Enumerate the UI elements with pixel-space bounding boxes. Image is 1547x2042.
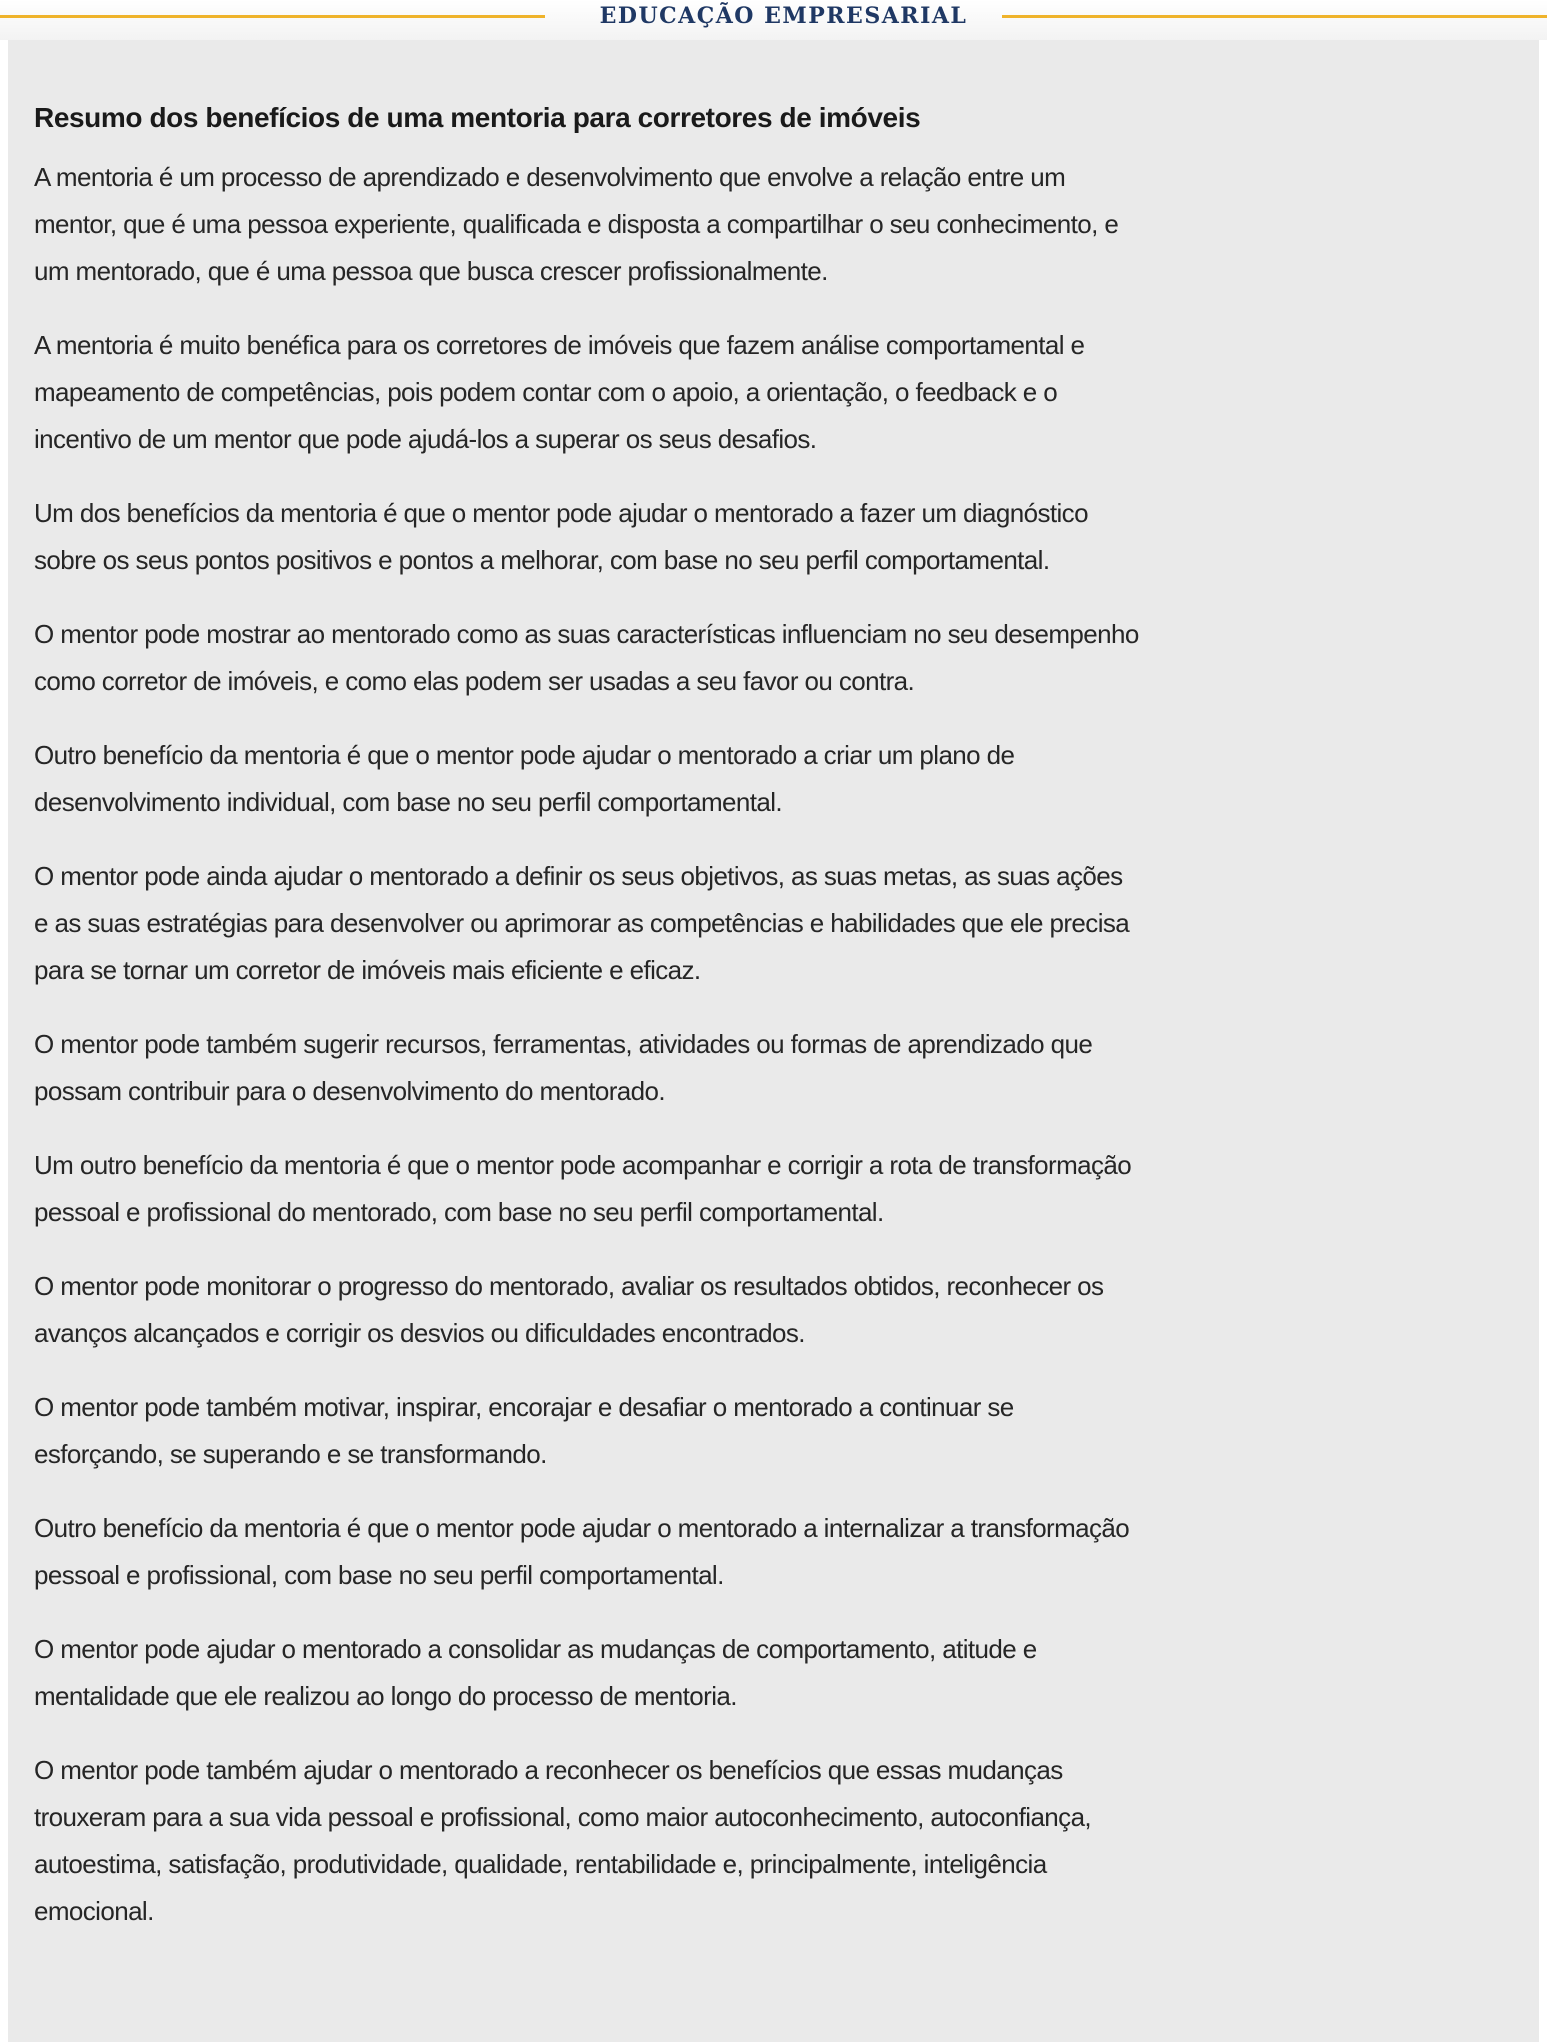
article-paragraph: O mentor pode também ajudar o mentorado a reconhecer os benefícios que essas mudanças trouxeram para a sua vida pessoal e profissional, como maior autoconhecimento, autoconfiança, autoestima, satisfação, produtividade, qualidade, rentabilidade e, principalmente, inteligência emocional. [34, 1755, 1092, 1926]
article-paragraph: Um dos benefícios da mentoria é que o mentor pode ajudar o mentorado a fazer um diagnóstico sobre os seus pontos positivos e pontos a melhorar, com base no seu perfil comportamental. [34, 498, 1088, 575]
article-title: Resumo dos benefícios de uma mentoria para corretores de imóveis [34, 102, 921, 133]
brand-title: EDUCAÇÃO EMPRESARIAL [599, 3, 968, 29]
article-paragraph: O mentor pode também sugerir recursos, ferramentas, atividades ou formas de aprendizado que possam contribuir para o desenvolvimento do mentorado. [34, 1029, 1093, 1106]
article-body [34, 154, 1513, 1935]
document-panel [8, 40, 1539, 2042]
article-paragraph: A mentoria é um processo de aprendizado e desenvolvimento que envolve a relação entre um mentor, que é uma pessoa experiente, qualificada e disposta a compartilhar o seu conhecimento, e um mentorado, que é uma pessoa que busca crescer profissionalmente. [34, 162, 1119, 286]
site-header [0, 0, 1547, 40]
article-paragraph: O mentor pode monitorar o progresso do mentorado, avaliar os resultados obtidos, reconhecer os avanços alcançados e corrigir os desvios ou dificuldades encontrados. [34, 1271, 1104, 1348]
header-rule-right [1002, 15, 1547, 18]
article-paragraph: O mentor pode mostrar ao mentorado como as suas características influenciam no seu desempenho como corretor de imóveis, e como elas podem ser usadas a seu favor ou contra. [34, 619, 1139, 696]
article-paragraph: O mentor pode também motivar, inspirar, encorajar e desafiar o mentorado a continuar se esforçando, se superando e se transformando. [34, 1392, 1014, 1469]
article-paragraph: Outro benefício da mentoria é que o mentor pode ajudar o mentorado a criar um plano de desenvolvimento individual, com base no seu perfil comportamental. [34, 740, 1015, 817]
article-paragraph: O mentor pode ajudar o mentorado a consolidar as mudanças de comportamento, atitude e mentalidade que ele realizou ao longo do processo de mentoria. [34, 1634, 1037, 1711]
article-paragraph: A mentoria é muito benéfica para os corretores de imóveis que fazem análise comportamental e mapeamento de competências, pois podem contar com o apoio, a orientação, o feedback e o incentivo de um mentor que pode ajudá-los a superar os seus desafios. [34, 330, 1085, 454]
article-paragraph: O mentor pode ainda ajudar o mentorado a definir os seus objetivos, as suas metas, as suas ações e as suas estratégias para desenvolver ou aprimorar as competências e habilidades que ele precisa para se tornar um corretor de imóveis mais eficiente e eficaz. [34, 861, 1130, 985]
article-paragraph: Outro benefício da mentoria é que o mentor pode ajudar o mentorado a internalizar a transformação pessoal e profissional, com base no seu perfil comportamental. [34, 1513, 1130, 1590]
article-paragraph: Um outro benefício da mentoria é que o mentor pode acompanhar e corrigir a rota de transformação pessoal e profissional do mentorado, com base no seu perfil comportamental. [34, 1150, 1132, 1227]
header-rule-left [0, 15, 545, 18]
